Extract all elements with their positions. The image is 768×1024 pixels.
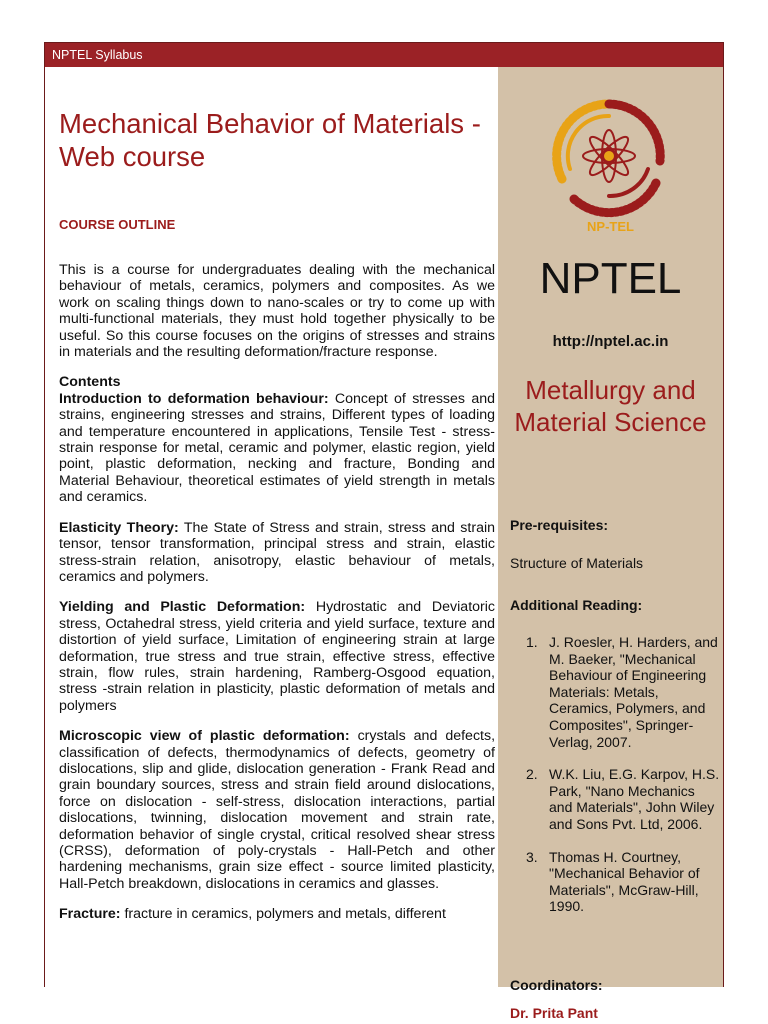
reading-text: Thomas H. Courtney, "Mechanical Behavior of Materials", McGraw-Hill, 1990.	[549, 848, 700, 915]
section-elasticity	[59, 520, 495, 586]
nptel-logo-icon	[544, 91, 674, 221]
course-title: Mechanical Behavior of Materials - Web course	[59, 108, 481, 172]
reading-text: J. Roesler, H. Harders, and M. Baeker, "Mechanical Behaviour of Engineering Materials: Metals, Ceramics, Polymers, and Composites", Springer-Verlag, 2007.	[549, 634, 718, 750]
contents-heading: Contents	[59, 374, 121, 391]
prerequisites-text: Structure of Materials	[510, 555, 644, 571]
section-text: Hydrostatic and Deviatoric stress, Octahedral stress, yield criteria and yield surface, texture and distortion of yield surface, Limitation of engineering strain at large deformation, true stress and true strain, effective stress, effective strain, flow rules, strain hardening, Ramberg-Osgood equation, stress -strain relation in plasticity, plastic deformation of metals and polymers	[59, 599, 495, 714]
prerequisites-heading: Pre-requisites:	[510, 517, 609, 533]
reading-number: 1.	[526, 634, 538, 650]
reading-item	[510, 634, 720, 750]
coordinators-heading: Coordinators:	[510, 977, 603, 993]
sidebar	[498, 67, 723, 1021]
header-bar	[45, 43, 723, 67]
section-heading: Yielding and Plastic Deformation:	[59, 599, 306, 616]
section-text: The State of Stress and strain, stress and strain tensor, tensor transformation, principal stress and strain, elastic stress-strain relation, anisotropy, elastic behaviour of metals, ceramics and polymers.	[59, 519, 495, 585]
reading-number: 2.	[526, 766, 538, 783]
header-label: NPTEL Syllabus	[52, 48, 143, 62]
course-outline-heading: COURSE OUTLINE	[59, 217, 176, 232]
section-microscopic	[59, 728, 495, 892]
department-name: Metallurgy and Material Science	[514, 375, 707, 437]
reading-list	[510, 634, 720, 931]
section-heading: Introduction to deformation behaviour:	[59, 390, 329, 407]
section-introduction	[59, 391, 495, 506]
reading-item	[510, 766, 720, 832]
section-text: fracture in ceramics, polymers and metals, different	[120, 906, 446, 923]
reading-item	[510, 849, 720, 915]
syllabus-page	[44, 42, 724, 1021]
brand-name: NPTEL	[539, 254, 682, 303]
section-heading: Microscopic view of plastic deformation:	[59, 728, 350, 745]
reading-text: W.K. Liu, E.G. Karpov, H.S. Park, "Nano Mechanics and Materials", John Wiley and Sons Pvt. Ltd, 2006.	[549, 766, 720, 832]
site-url[interactable]: http://nptel.ac.in	[552, 333, 669, 350]
main-column	[59, 67, 495, 937]
section-text: Concept of stresses and strains, engineering stresses and strains, Different types of loading and temperature encountered in applications, Tensile Test - stress-strain response for metal, ceramic and polymer, elastic region, yield point, plastic deformation, necking and fracture, Bonding and Material Behaviour, theoretical estimates of yield strength in metals and ceramics.	[59, 390, 495, 506]
section-yielding	[59, 599, 495, 714]
reading-number: 3.	[526, 848, 538, 865]
logo-text: NP-TEL	[587, 219, 634, 234]
section-heading: Fracture:	[59, 906, 121, 923]
coordinator-name: Dr. Prita Pant	[510, 1005, 598, 1021]
section-heading: Elasticity Theory:	[59, 519, 179, 536]
section-fracture	[59, 906, 495, 922]
additional-reading-heading: Additional Reading:	[510, 597, 643, 613]
course-intro: This is a course for undergraduates dealing with the mechanical behaviour of metals, ceramics, polymers and composites. As we work on scaling things down to nano-scales or try to come up with multi-functional materials, they must hold together physically to be useful. So this course focuses on the origins of stresses and strains in materials and the resulting deformation/fracture response.	[59, 262, 495, 361]
section-text: crystals and defects, classification of defects, thermodynamics of defects, geometry of dislocations, slip and glide, dislocation generation - Frank Read and grain boundary sources, stress and strain field around dislocations, force on dislocation - self-stress, dislocation interactions, partial dislocations, twinning, dislocation movement and strain rate, deformation behavior of single crystal, critical resolved shear stress (CRSS), deformation of poly-crystals - Hall-Petch and other hardening mechanisms, grain size effect - source limited plasticity, Hall-Petch breakdown, dislocations in ceramics and glasses.	[59, 728, 496, 892]
